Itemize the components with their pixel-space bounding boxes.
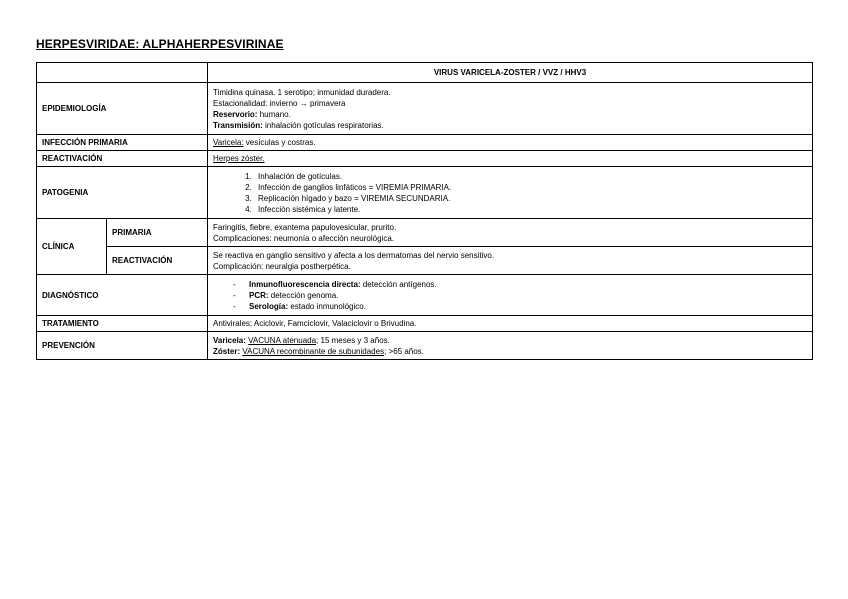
diagnostico-item [233,301,807,312]
row-clinica-reactivacion [37,247,813,275]
sublabel-reactivacion: REACTIVACIÓN [107,247,208,275]
epidemiologia-line2: Estacionalidad: invierno → primavera [213,98,346,108]
diagnostico-item [233,279,807,290]
clinica-reactivacion-line1: Se reactiva en ganglio sensitivo y afecta a los dermatomas del nervio sensitivo. [213,250,495,260]
row-label-tratamiento: TRATAMIENTO [37,316,208,332]
row-epidemiologia [37,83,813,135]
diagnostico-list [213,279,807,312]
row-label-infeccion-primaria: INFECCIÓN PRIMARIA [37,135,208,151]
row-infeccion-primaria [37,135,813,151]
diagnostico-item-bold: PCR: [249,290,269,300]
epidemiologia-transmision [213,120,807,131]
reactivacion-content [208,151,813,167]
row-label-diagnostico: DIAGNÓSTICO [37,275,208,316]
patogenia-item: 1. Inhalación de gotículas. [254,171,807,182]
sublabel-primaria: PRIMARIA [107,219,208,247]
clinica-primaria-line2: Complicaciones: neumonía o afección neurológica. [213,233,394,243]
diagnostico-content [208,275,813,316]
prevencion-varicela-label: Varicela: [213,335,246,345]
clinica-primaria-line1: Faringitis, fiebre, exantema papulovesicular, prurito. [213,222,397,232]
header-empty-cell [37,63,208,83]
clinica-reactivacion-content [208,247,813,275]
prevencion-content [208,332,813,360]
row-label-clinica: CLÍNICA [37,219,107,275]
patogenia-list [213,171,807,215]
clinica-reactivacion-line2: Complicación: neuralgia postherpética. [213,261,351,271]
infeccion-primaria-text: vesículas y costras. [243,138,316,147]
diagnostico-item-text: estado inmunológico. [288,301,366,311]
virus-table [36,62,813,360]
clinica-primaria-content [208,219,813,247]
epidemiologia-content [208,83,813,135]
prevencion-zoster-text: >65 años. [386,346,424,356]
row-label-patogenia: PATOGENIA [37,167,208,219]
diagnostico-item-text: detección antígenos. [360,279,437,289]
row-label-reactivacion: REACTIVACIÓN [37,151,208,167]
table-header-row [37,63,813,83]
prevencion-zoster-link: VACUNA recombinante de subunidades; [242,346,387,356]
diagnostico-item-text: detección genoma. [268,290,339,300]
tratamiento-content: Antivirales; Aciclovir, Famciclovir, Valaciclovir o Brivudina. [208,316,813,332]
page-title: HERPESVIRIDAE: ALPHAHERPESVIRINAE [36,37,284,51]
row-patogenia [37,167,813,219]
prevencion-zoster [213,346,807,357]
row-prevencion [37,332,813,360]
row-label-epidemiologia: EPIDEMIOLOGÍA [37,83,208,135]
reservorio-label: Reservorio: [213,109,258,119]
prevencion-zoster-label: Zóster: [213,346,241,356]
diagnostico-item-bold: Inmunofluorescencia directa: [249,279,361,289]
patogenia-content [208,167,813,219]
herpes-zoster-link: Herpes zóster. [213,154,265,163]
patogenia-item: 3. Replicación hígado y bazo = VIREMIA SECUNDARIA. [254,193,807,204]
table-header: VIRUS VARICELA-ZOSTER / VVZ / HHV3 [208,63,813,83]
diagnostico-item [233,290,807,301]
patogenia-item: 4. Infección sistémica y latente. [254,204,807,215]
transmision-text: inhalación gotículas respiratorias. [262,120,384,130]
row-tratamiento [37,316,813,332]
row-reactivacion [37,151,813,167]
row-diagnostico [37,275,813,316]
epidemiologia-line1: Timidina quinasa. 1 serotipo; inmunidad duradera. [213,87,391,97]
row-label-prevencion: PREVENCIÓN [37,332,208,360]
infeccion-primaria-content [208,135,813,151]
epidemiologia-reservorio [213,109,807,120]
varicela-link: Varicela: [213,138,244,147]
row-clinica-primaria [37,219,813,247]
transmision-label: Transmisión: [213,120,263,130]
prevencion-varicela-text: 15 meses y 3 años. [318,335,390,345]
prevencion-varicela [213,335,807,346]
diagnostico-item-bold: Serología: [249,301,289,311]
reservorio-text: humano. [257,109,291,119]
patogenia-item: 2. Infección de ganglios linfáticos = VIREMIA PRIMARIA. [254,182,807,193]
prevencion-varicela-link: VACUNA atenuada; [248,335,319,345]
